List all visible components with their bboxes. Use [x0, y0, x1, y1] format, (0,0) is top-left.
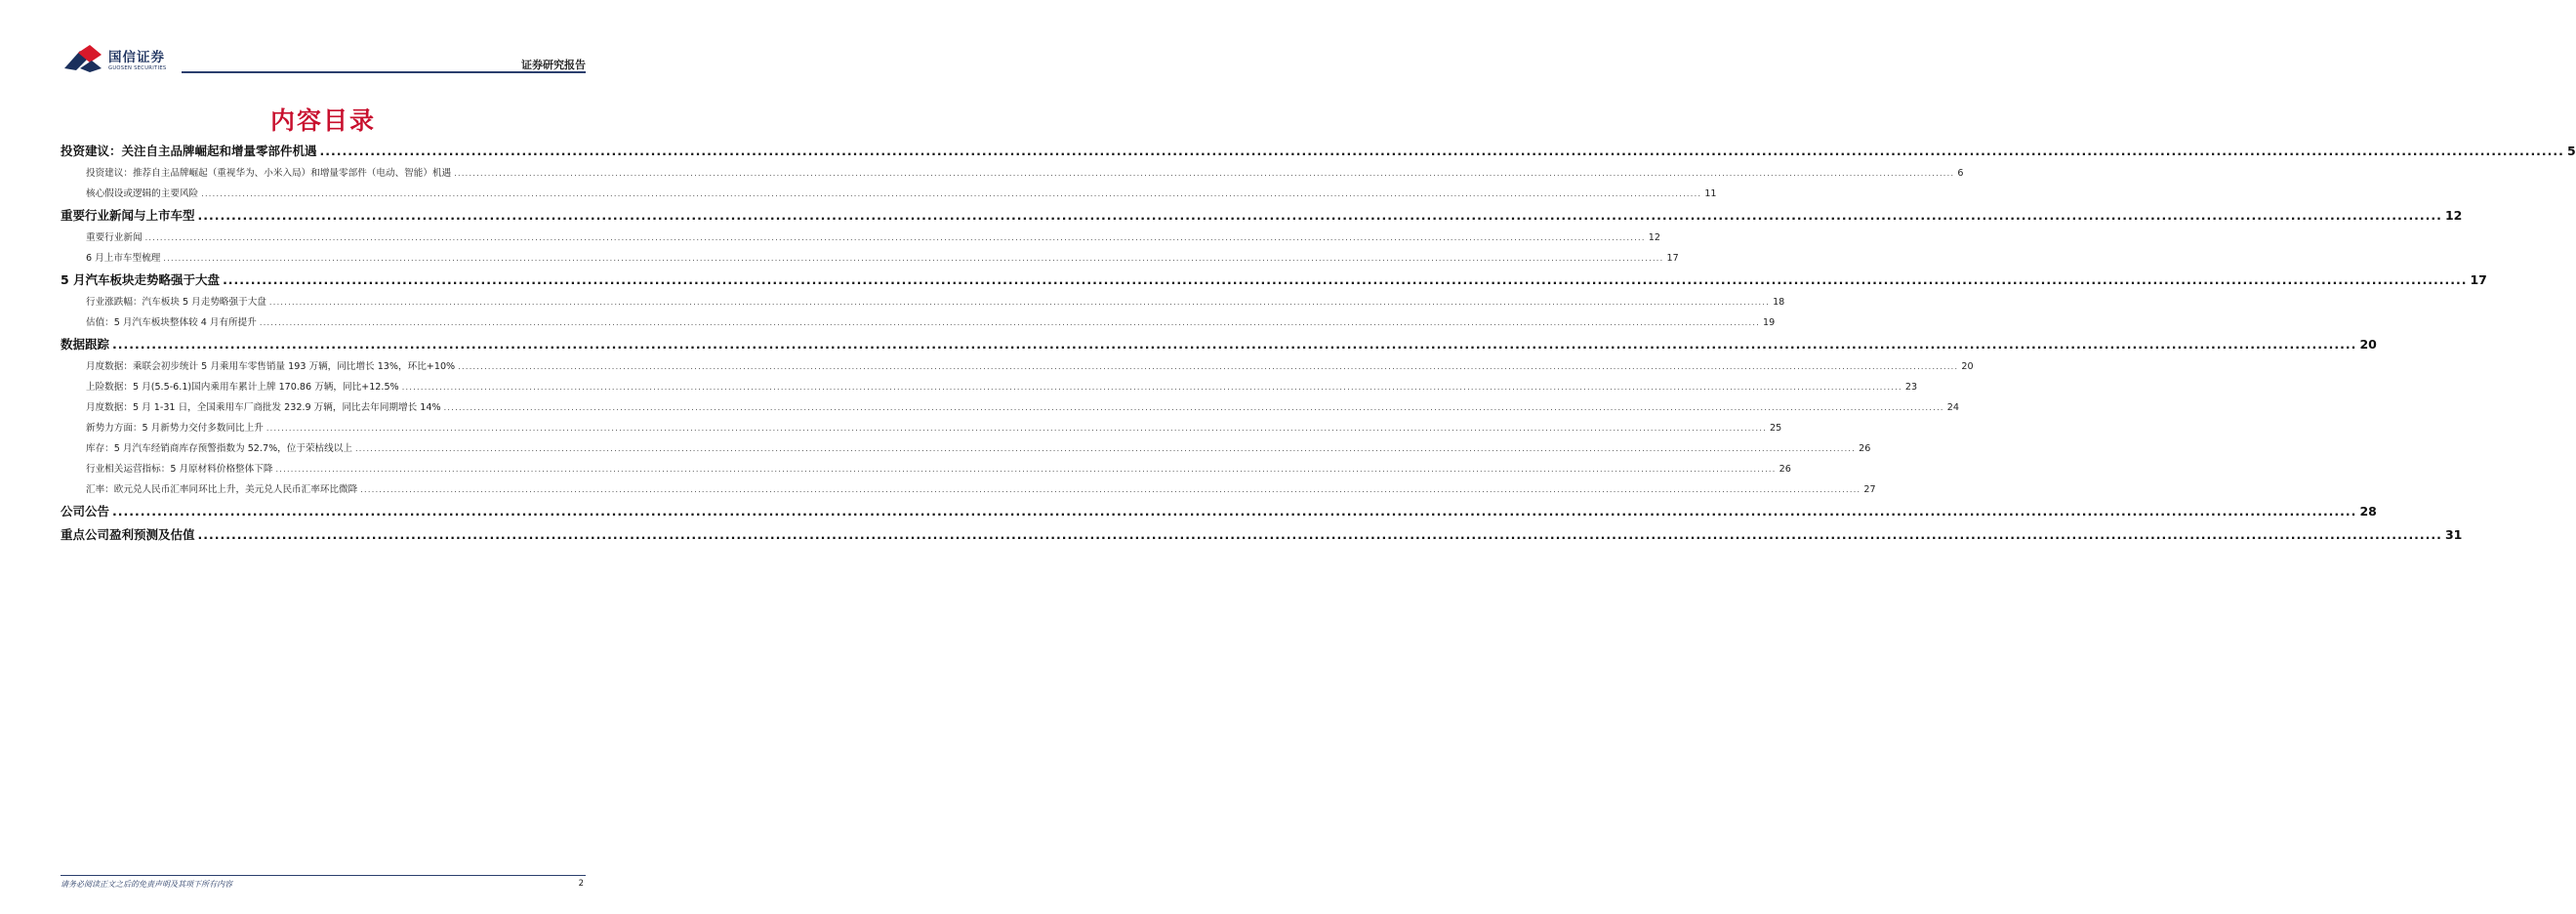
toc-entry-title: 公司公告 — [61, 504, 110, 519]
toc-subsection-entry[interactable] — [61, 377, 1918, 397]
toc-dot-leader: ................................................................................................................................................................................................................................................................................................................................................................................................................ — [112, 504, 2357, 519]
logo-text-en: GUOSEN SECURITIES — [108, 65, 167, 71]
toc-entry-page: 17 — [2470, 272, 2487, 287]
toc-subsection-entry[interactable] — [61, 248, 1679, 269]
toc-entry-page: 20 — [1961, 361, 1974, 372]
report-type-label: 证券研究报告 — [521, 59, 586, 71]
toc-entry-page: 26 — [1859, 443, 1871, 454]
toc-entry-title: 新势力方面：5 月新势力交付多数同比上升 — [86, 423, 264, 434]
toc-entry-page: 12 — [2444, 208, 2463, 223]
toc-section-entry[interactable] — [61, 204, 2463, 228]
toc-dot-leader: ................................................................................................................................................................................................................................................................................................................................................................................................................ — [144, 233, 1646, 242]
toc-dot-leader: ................................................................................................................................................................................................................................................................................................................................................................................................................ — [443, 403, 1944, 412]
toc-dot-leader: ................................................................................................................................................................................................................................................................................................................................................................................................................ — [458, 362, 1959, 371]
toc-section-entry[interactable] — [61, 333, 2377, 356]
toc-dot-leader: ................................................................................................................................................................................................................................................................................................................................................................................................................ — [319, 144, 2564, 158]
toc-entry-title: 核心假设或逻辑的主要风险 — [86, 188, 199, 199]
toc-dot-leader: ................................................................................................................................................................................................................................................................................................................................................................................................................ — [197, 208, 2442, 223]
toc-dot-leader: ................................................................................................................................................................................................................................................................................................................................................................................................................ — [354, 444, 1857, 453]
guosen-logo-icon — [62, 43, 105, 74]
toc-entry-title: 月度数据：乘联会初步统计 5 月乘用车零售销量 193 万辆，同比增长 13%，环比+10% — [86, 361, 456, 372]
toc-subsection-entry[interactable] — [61, 228, 1660, 248]
toc-entry-title: 投资建议：推荐自主品牌崛起（重视华为、小米入局）和增量零部件（电动、智能）机遇 — [86, 168, 452, 179]
toc-subsection-entry[interactable] — [61, 312, 1776, 333]
toc-entry-page: 18 — [1773, 297, 1785, 308]
toc-entry-title: 投资建议：关注自主品牌崛起和增量零部件机遇 — [61, 144, 317, 158]
toc-section-entry[interactable] — [61, 269, 2487, 292]
toc-dot-leader: ................................................................................................................................................................................................................................................................................................................................................................................................................ — [112, 337, 2357, 352]
toc-subsection-entry[interactable] — [61, 438, 1871, 459]
toc-subsection-entry[interactable] — [61, 479, 1876, 500]
toc-entry-page: 12 — [1648, 232, 1660, 243]
toc-entry-page: 27 — [1863, 484, 1876, 495]
page-header — [0, 0, 646, 78]
toc-section-entry[interactable] — [61, 500, 2377, 523]
toc-section-entry[interactable] — [61, 140, 2576, 163]
guosen-logo — [62, 43, 189, 76]
toc-entry-title: 库存：5 月汽车经销商库存预警指数为 52.7%，位于荣枯线以上 — [86, 443, 352, 454]
toc-entry-page: 31 — [2444, 527, 2463, 542]
table-of-contents — [61, 140, 2576, 547]
toc-subsection-entry[interactable] — [61, 459, 1791, 479]
toc-entry-title: 数据跟踪 — [61, 337, 110, 352]
toc-entry-page: 23 — [1904, 382, 1918, 393]
toc-entry-title: 6 月上市车型梳理 — [86, 253, 161, 264]
toc-dot-leader: ................................................................................................................................................................................................................................................................................................................................................................................................................ — [268, 298, 1771, 307]
toc-dot-leader: ................................................................................................................................................................................................................................................................................................................................................................................................................ — [201, 189, 1702, 198]
toc-entry-page: 19 — [1763, 317, 1776, 328]
toc-dot-leader: ................................................................................................................................................................................................................................................................................................................................................................................................................ — [223, 272, 2468, 287]
toc-dot-leader: ................................................................................................................................................................................................................................................................................................................................................................................................................ — [454, 169, 1955, 178]
toc-dot-leader: ................................................................................................................................................................................................................................................................................................................................................................................................................ — [259, 318, 1761, 327]
toc-dot-leader: ................................................................................................................................................................................................................................................................................................................................................................................................................ — [266, 424, 1768, 433]
toc-dot-leader: ................................................................................................................................................................................................................................................................................................................................................................................................................ — [163, 254, 1664, 263]
toc-entry-page: 26 — [1779, 464, 1791, 475]
toc-subsection-entry[interactable] — [61, 397, 1959, 418]
toc-entry-title: 行业相关运营指标：5 月原材料价格整体下降 — [86, 464, 273, 475]
footer-divider — [61, 875, 586, 876]
toc-entry-title: 重要行业新闻 — [86, 232, 143, 243]
toc-entry-page: 25 — [1770, 423, 1782, 434]
toc-dot-leader: ................................................................................................................................................................................................................................................................................................................................................................................................................ — [275, 465, 1777, 474]
toc-dot-leader: ................................................................................................................................................................................................................................................................................................................................................................................................................ — [197, 527, 2442, 542]
toc-entry-page: 5 — [2566, 144, 2576, 158]
footer-disclaimer: 请务必阅读正文之后的免责声明及其项下所有内容 — [61, 880, 232, 889]
logo-text-cn: 国信证券 — [108, 50, 165, 65]
toc-subsection-entry[interactable] — [61, 163, 1964, 184]
toc-entry-page: 6 — [1957, 168, 1964, 179]
toc-dot-leader: ................................................................................................................................................................................................................................................................................................................................................................................................................ — [401, 383, 1902, 392]
toc-entry-page: 28 — [2359, 504, 2377, 519]
toc-entry-page: 11 — [1704, 188, 1717, 199]
toc-subsection-entry[interactable] — [61, 418, 1782, 438]
toc-entry-title: 月度数据：5 月 1-31 日，全国乘用车厂商批发 232.9 万辆，同比去年同期增长 14% — [86, 402, 441, 413]
toc-entry-page: 17 — [1666, 253, 1679, 264]
toc-entry-page: 24 — [1946, 402, 1959, 413]
toc-subsection-entry[interactable] — [61, 184, 1717, 204]
toc-subsection-entry[interactable] — [61, 356, 1974, 377]
toc-entry-title: 5 月汽车板块走势略强于大盘 — [61, 272, 221, 287]
toc-entry-title: 估值：5 月汽车板块整体较 4 月有所提升 — [86, 317, 257, 328]
toc-entry-title: 上险数据：5 月(5.5-6.1)国内乘用车累计上牌 170.86 万辆，同比+12.5% — [86, 382, 399, 393]
toc-entry-title: 重点公司盈利预测及估值 — [61, 527, 195, 542]
toc-dot-leader: ................................................................................................................................................................................................................................................................................................................................................................................................................ — [360, 485, 1861, 494]
toc-entry-page: 20 — [2359, 337, 2377, 352]
header-divider — [182, 71, 586, 73]
page-number: 2 — [578, 879, 584, 889]
toc-entry-title: 汇率：欧元兑人民币汇率同环比上升，美元兑人民币汇率环比微降 — [86, 484, 358, 495]
toc-subsection-entry[interactable] — [61, 292, 1785, 312]
toc-entry-title: 重要行业新闻与上市车型 — [61, 208, 195, 223]
toc-title: 内容目录 — [269, 106, 376, 135]
toc-section-entry[interactable] — [61, 523, 2463, 547]
toc-entry-title: 行业涨跌幅：汽车板块 5 月走势略强于大盘 — [86, 297, 266, 308]
